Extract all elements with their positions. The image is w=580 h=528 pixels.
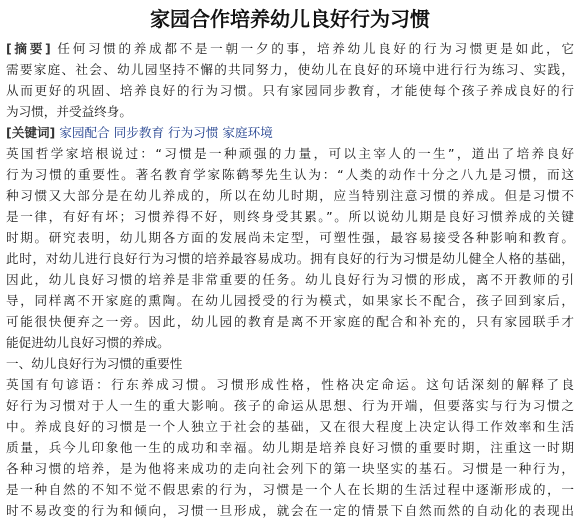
section-heading: 一、幼儿良好行为习惯的重要性: [6, 356, 183, 371]
section-line: 质量，兵今儿印象他一生的成功和幸福。幼儿期是培养良好习惯的重要时期，注重这一时期: [6, 440, 574, 455]
section-line: 好行为习惯对于人一生的重大影响。孩子的命运从思想、行为开端，但要落实与行为习惯之: [6, 398, 574, 413]
body-line: 能促进幼儿良好习惯的养成。: [6, 335, 170, 350]
section-line: 中。养成良好的习惯是一个人独立于社会的基础，又在很大程度上决定认得工作效率和生活: [6, 419, 574, 434]
section-line: 是一种自然的不知不觉不假思索的行为，习惯是一个人在长期的生活过程中逐渐形成的，一: [6, 482, 574, 497]
body-line: 因此，幼儿良好习惯的培养是非常重要的任务。幼儿良好行为习惯的形成，离不开教师的引: [6, 272, 574, 287]
keywords-line: [6, 124, 574, 142]
abstract-line: [6, 40, 574, 58]
document-title: 家园合作培养幼儿良好行为习惯: [150, 7, 430, 31]
body-line: 时期。研究表明，幼儿期各方面的发展尚未定型，可塑性强，最容易接受各种影响和教育。: [6, 230, 574, 245]
keywords-text: 家园配合 同步教育 行为习惯 家庭环境: [55, 125, 273, 140]
body-line: 导，同样离不开家庭的熏陶。在幼儿园授受的行为模式，如果家长不配合，孩子回到家后，: [6, 293, 574, 308]
body-line: 行为习惯的重要性。著名教育学家陈鹤琴先生认为：“人类的动作十分之八九是习惯，而这: [6, 167, 574, 182]
body-line: 是一律，有好有坏；习惯养得不好，则终身受其累。”。所以说幼儿期是良好习惯养成的关键: [6, 209, 574, 224]
body-line: 英国哲学家培根说过：“习惯是一种顽强的力量，可以主宰人的一生”，道出了培养良好: [6, 146, 574, 161]
body-line: 此时，对幼儿进行良好行为习惯的培养最容易成功。拥有良好的行为习惯是幼儿健全人格的基础，: [6, 251, 574, 266]
abstract-label: [摘要]: [6, 41, 51, 56]
abstract-text: 任何习惯的养成都不是一朝一夕的事，培养幼儿良好的行为习惯更是如此，它: [50, 41, 574, 56]
section-line: 各种习惯的培养，是为他将来成功的走向社会列下的第一块坚实的基石。习惯是一种行为，: [6, 461, 574, 476]
abstract-line: 从而更好的巩固、培养良好的行为习惯。只有家园同步教育，才能使每个孩子养成良好的行: [6, 83, 574, 98]
body-line: 种习惯又大部分是在幼儿养成的，所以在幼儿时期，应当特别注意习惯的养成。但是习惯不: [6, 188, 574, 203]
section-line: 英国有句谚语：行东养成习惯。习惯形成性格，性格决定命运。这句话深刻的解释了良: [6, 377, 574, 392]
section-line: 时不易改变的行为和倾向，习惯一旦形成，就会在一定的情景下自然而然的自动化的表现出: [6, 503, 574, 518]
body-line: 可能很快便弃之一旁。因此，幼儿园的教育是离不开家庭的配合和补充的，只有家园联手才: [6, 314, 574, 329]
abstract-line: 为习惯，并受益终身。: [6, 104, 132, 119]
abstract-line: 需要家庭、社会、幼儿园坚持不懈的共同努力，使幼儿在良好的环境中进行行为练习、实践，: [6, 62, 574, 77]
keywords-label: [关键词]: [6, 125, 56, 140]
